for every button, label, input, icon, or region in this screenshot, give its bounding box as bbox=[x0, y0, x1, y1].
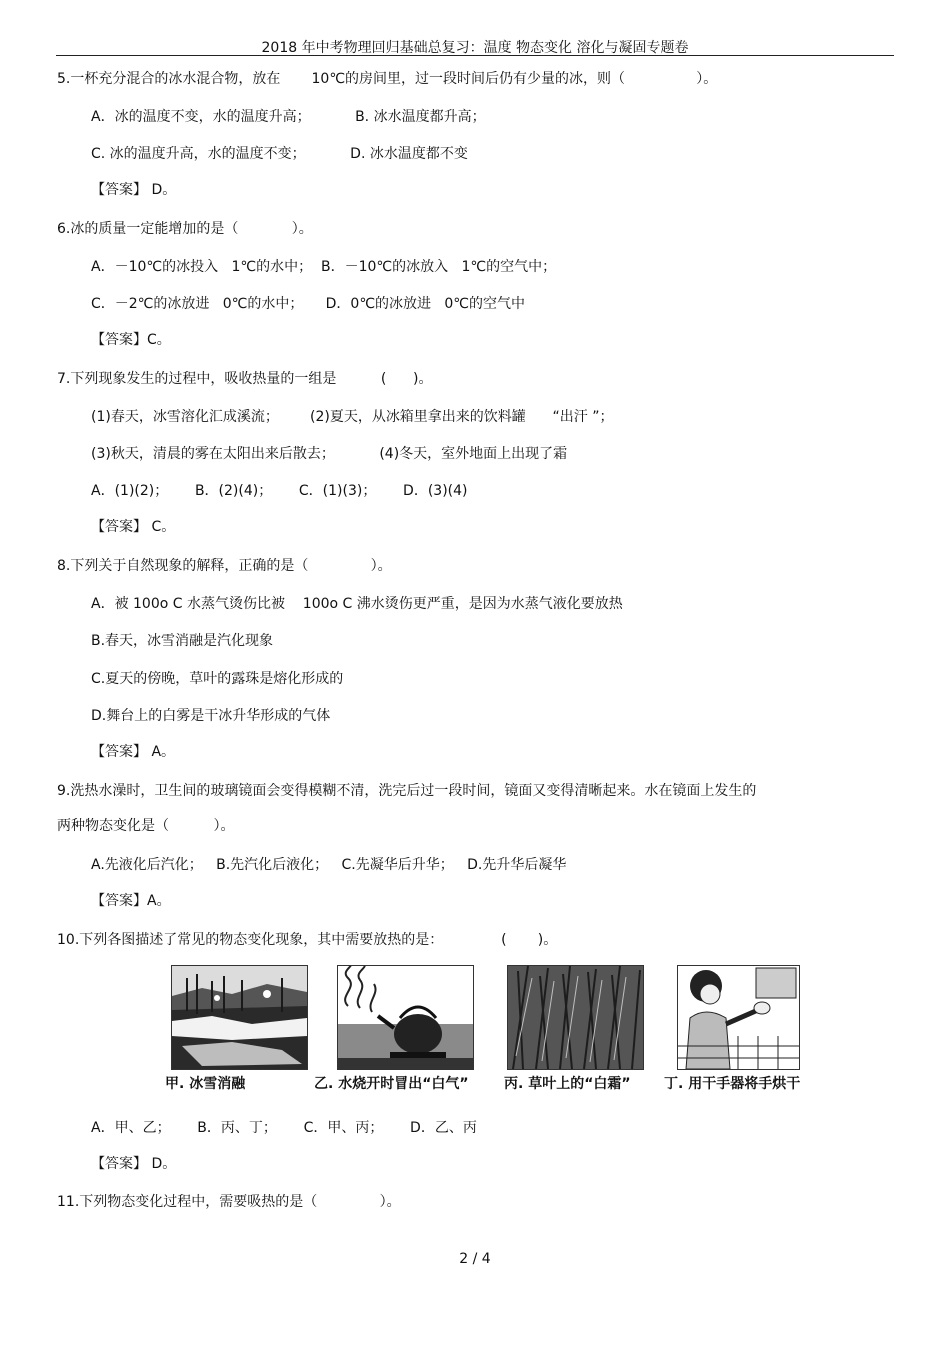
page-number: 2 / 4 bbox=[459, 1251, 491, 1267]
figure-hand-dryer bbox=[677, 965, 800, 1070]
question-6-options-ab: A．－10℃的冰投入 1℃的水中； B．－10℃的冰放入 1℃的空气中； bbox=[91, 259, 557, 275]
question-9-stem-line-1: 9.洗热水澡时，卫生间的玻璃镜面会变得模糊不清，洗完后过一段时间，镜面又变得清晰起来。水在镜面上发生的 bbox=[57, 783, 757, 799]
question-9-options: A.先液化后汽化； B.先汽化后液化； C.先凝华后升华； D.先升华后凝华 bbox=[91, 857, 567, 873]
caption-figure-2: 乙. 水烧开时冒出“白气” bbox=[314, 1076, 469, 1092]
caption-figure-3: 丙. 草叶上的“白霜” bbox=[504, 1076, 631, 1092]
question-8-option-d: D.舞台上的白雾是干冰升华形成的气体 bbox=[91, 708, 331, 724]
figure-frost-on-grass bbox=[507, 965, 644, 1070]
figure-snow-melting bbox=[171, 965, 308, 1070]
header-divider bbox=[56, 55, 894, 56]
question-9-answer: 【答案】A。 bbox=[91, 893, 171, 909]
question-7-line-2: (3)秋天，清晨的雾在太阳出来后散去； (4)冬天，室外地面上出现了霜 bbox=[91, 446, 568, 462]
question-10-options: A．甲、乙； B．丙、丁； C．甲、丙； D．乙、丙 bbox=[91, 1120, 477, 1136]
figure-kettle-steam bbox=[337, 965, 474, 1070]
question-7-options: A．(1)(2)； B．(2)(4)； C．(1)(3)； D．(3)(4) bbox=[91, 483, 468, 499]
question-11-stem: 11.下列物态变化过程中，需要吸热的是（ ）。 bbox=[57, 1194, 401, 1210]
question-7-line-1: (1)春天，冰雪溶化汇成溪流； (2)夏天，从冰箱里拿出来的饮料罐 “出汗 ”； bbox=[91, 409, 614, 425]
page-header: 2018 年中考物理回归基础总复习：温度 物态变化 溶化与凝固专题卷 bbox=[261, 40, 689, 56]
caption-figure-1: 甲. 冰雪消融 bbox=[165, 1076, 246, 1092]
question-10-answer: 【答案】 D。 bbox=[91, 1156, 177, 1172]
question-5-options-ab: A．冰的温度不变，水的温度升高； B. 冰水温度都升高； bbox=[91, 109, 486, 125]
question-6-answer: 【答案】C。 bbox=[91, 332, 171, 348]
question-6-stem: 6.冰的质量一定能增加的是（ ）。 bbox=[57, 221, 313, 237]
question-7-answer: 【答案】 C。 bbox=[91, 519, 176, 535]
question-5-answer: 【答案】 D。 bbox=[91, 182, 177, 198]
question-8-option-b: B.春天，冰雪消融是汽化现象 bbox=[91, 633, 274, 649]
question-8-option-a: A．被 100o C 水蒸气烫伤比被 100o C 沸水烫伤更严重，是因为水蒸气液化要放热 bbox=[91, 596, 623, 612]
caption-figure-4: 丁. 用干手器将手烘干 bbox=[664, 1076, 801, 1092]
question-5-stem: 5.一杯充分混合的冰水混合物，放在 10℃的房间里，过一段时间后仍有少量的冰，则（ ）。 bbox=[57, 71, 718, 87]
question-6-options-cd: C．－2℃的冰放进 0℃的水中； D．0℃的冰放进 0℃的空气中 bbox=[91, 296, 526, 312]
question-8-option-c: C.夏天的傍晚，草叶的露珠是熔化形成的 bbox=[91, 671, 344, 687]
question-7-stem: 7.下列现象发生的过程中，吸收热量的一组是 ( )。 bbox=[57, 371, 433, 387]
question-8-answer: 【答案】 A。 bbox=[91, 744, 176, 760]
question-5-options-cd: C. 冰的温度升高，水的温度不变； D. 冰水温度都不变 bbox=[91, 146, 468, 162]
question-9-stem-line-2: 两种物态变化是（ ）。 bbox=[57, 818, 235, 834]
question-10-stem: 10.下列各图描述了常见的物态变化现象，其中需要放热的是： ( )。 bbox=[57, 932, 558, 948]
question-8-stem: 8.下列关于自然现象的解释，正确的是（ ）。 bbox=[57, 558, 392, 574]
